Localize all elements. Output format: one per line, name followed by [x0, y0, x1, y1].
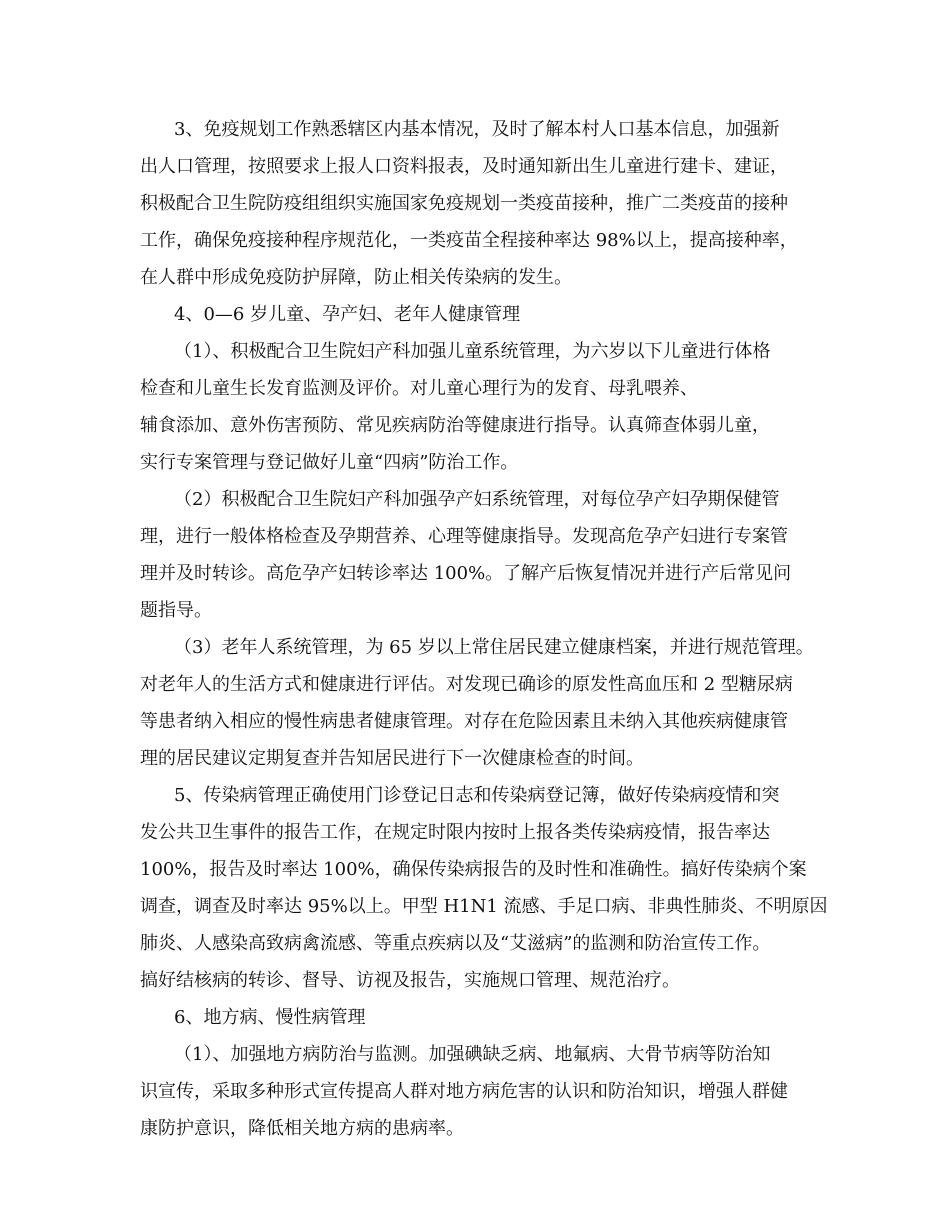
text-line: 理，进行一般体格检查及孕期营养、心理等健康指导。发现高危孕产妇进行专案管 — [140, 526, 788, 547]
section-heading: 6、地方病、慢性病管理 — [174, 1007, 366, 1028]
text-line: 3、免疫规划工作熟悉辖区内基本情况，及时了解本村人口基本信息，加强新 — [174, 119, 780, 140]
text-line: 在人群中形成免疫防护屏障，防止相关传染病的发生。 — [140, 267, 572, 288]
text-line: （1）、积极配合卫生院妇产科加强儿童系统管理，为六岁以下儿童进行体格 — [174, 341, 771, 362]
text-line: 5、传染病管理正确使用门诊登记日志和传染病登记簿，做好传染病疫情和突 — [174, 785, 780, 806]
text-line: 实行专案管理与登记做好儿童“四病”防治工作。 — [140, 452, 519, 473]
text-line: 检查和儿童生长发育监测及评价。对儿童心理行为的发育、母乳喂养、 — [140, 378, 698, 399]
text-line: 识宣传，采取多种形式宣传提高人群对地方病危害的认识和防治知识，增强人群健 — [140, 1081, 788, 1102]
text-line: 100%，报告及时率达 100%，确保传染病报告的及时性和准确性。搞好传染病个案 — [140, 859, 807, 880]
text-line: 对老年人的生活方式和健康进行评估。对发现已确诊的原发性高血压和 2 型糖尿病 — [140, 674, 793, 695]
text-line: 康防护意识，降低相关地方病的患病率。 — [140, 1118, 464, 1139]
text-line: 积极配合卫生院防疫组组织实施国家免疫规划一类疫苗接种，推广二类疫苗的接种 — [140, 193, 788, 214]
text-line: 题指导。 — [140, 600, 212, 621]
text-line: 辅食添加、意外伤害预防、常见疾病防治等健康进行指导。认真筛查体弱儿童， — [140, 415, 770, 436]
text-line: （1）、加强地方病防治与监测。加强碘缺乏病、地氟病、大骨节病等防治知 — [174, 1044, 771, 1065]
text-line: （2）积极配合卫生院妇产科加强孕产妇系统管理，对每位孕产妇孕期保健管 — [174, 489, 780, 510]
text-line: （3）老年人系统管理，为 65 岁以上常住居民建立健康档案，并进行规范管理。 — [174, 637, 814, 658]
section-heading: 4、0—6 岁儿童、孕产妇、老年人健康管理 — [174, 304, 521, 325]
text-line: 发公共卫生事件的报告工作，在规定时限内按时上报各类传染病疫情，报告率达 — [140, 822, 770, 843]
text-line: 理的居民建议定期复查并告知居民进行下一次健康检查的时间。 — [140, 748, 644, 769]
text-line: 理并及时转诊。高危孕产妇转诊率达 100%。了解产后恢复情况并进行产后常见问 — [140, 563, 792, 584]
text-line: 搞好结核病的转诊、督导、访视及报告，实施规口管理、规范治疗。 — [140, 970, 680, 991]
text-line: 出人口管理，按照要求上报人口资料报表，及时通知新出生儿童进行建卡、建证， — [140, 156, 788, 177]
text-line: 等患者纳入相应的慢性病患者健康管理。对存在危险因素且未纳入其他疾病健康管 — [140, 711, 788, 732]
text-line: 调查，调查及时率达 95%以上。甲型 H1N1 流感、手足口病、非典性肺炎、不明原因 — [140, 896, 828, 917]
text-line: 工作，确保免疫接种程序规范化，一类疫苗全程接种率达 98%以上，提高接种率， — [140, 230, 798, 251]
text-line: 肺炎、人感染高致病禽流感、等重点疾病以及“艾滋病”的监测和防治宣传工作。 — [140, 933, 771, 954]
